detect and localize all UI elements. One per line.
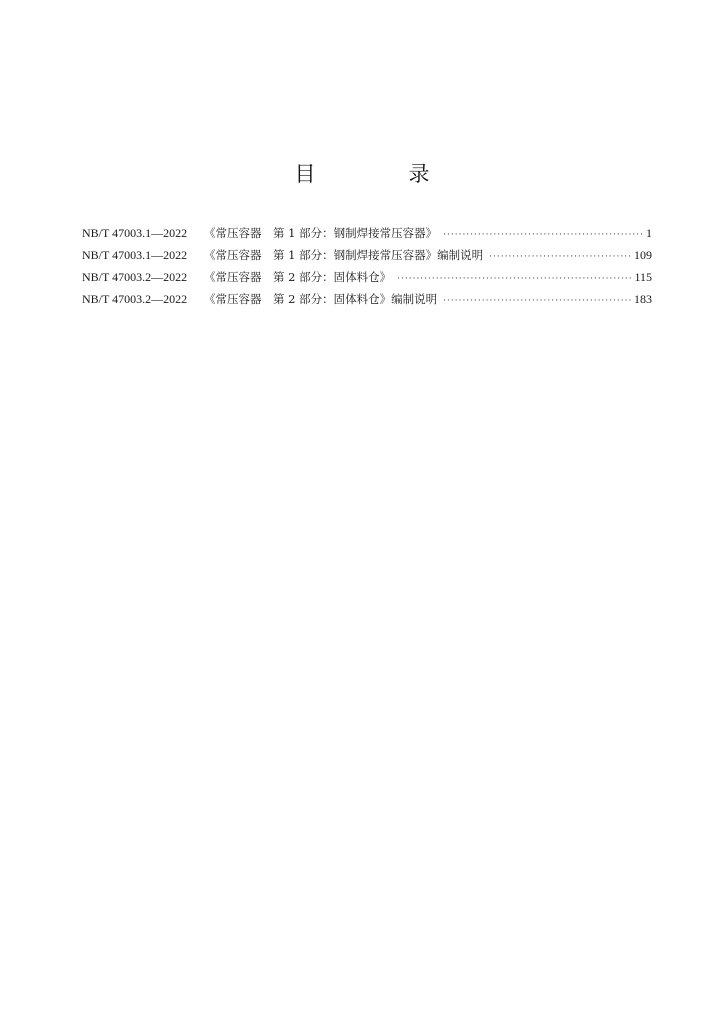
dot-leader	[443, 290, 632, 312]
dot-leader	[443, 224, 644, 246]
toc-entry[interactable]	[82, 288, 652, 310]
standard-code: NB/T 47003.1—2022	[82, 248, 188, 262]
document-name: 《常压容器 第 1 部分：钢制焊接常压容器》编制说明	[204, 248, 484, 262]
dot-leader	[489, 246, 632, 268]
document-name: 《常压容器 第 2 部分：固体料仓》	[204, 270, 392, 284]
standard-code: NB/T 47003.2—2022	[82, 270, 188, 284]
standard-code: NB/T 47003.2—2022	[82, 292, 188, 306]
page-number: 109	[634, 248, 652, 262]
toc-entry[interactable]	[82, 244, 652, 266]
standard-code: NB/T 47003.1—2022	[82, 226, 188, 240]
toc-title: 目 录	[294, 162, 466, 186]
page-number: 183	[634, 292, 652, 306]
toc-entry[interactable]	[82, 222, 652, 244]
document-name: 《常压容器 第 2 部分：固体料仓》编制说明	[204, 292, 438, 306]
page-number: 1	[646, 226, 652, 240]
toc-entry[interactable]	[82, 266, 652, 288]
page-number: 115	[634, 270, 652, 284]
toc-list	[82, 222, 652, 310]
dot-leader	[397, 268, 632, 290]
document-name: 《常压容器 第 1 部分：钢制焊接常压容器》	[204, 226, 438, 240]
